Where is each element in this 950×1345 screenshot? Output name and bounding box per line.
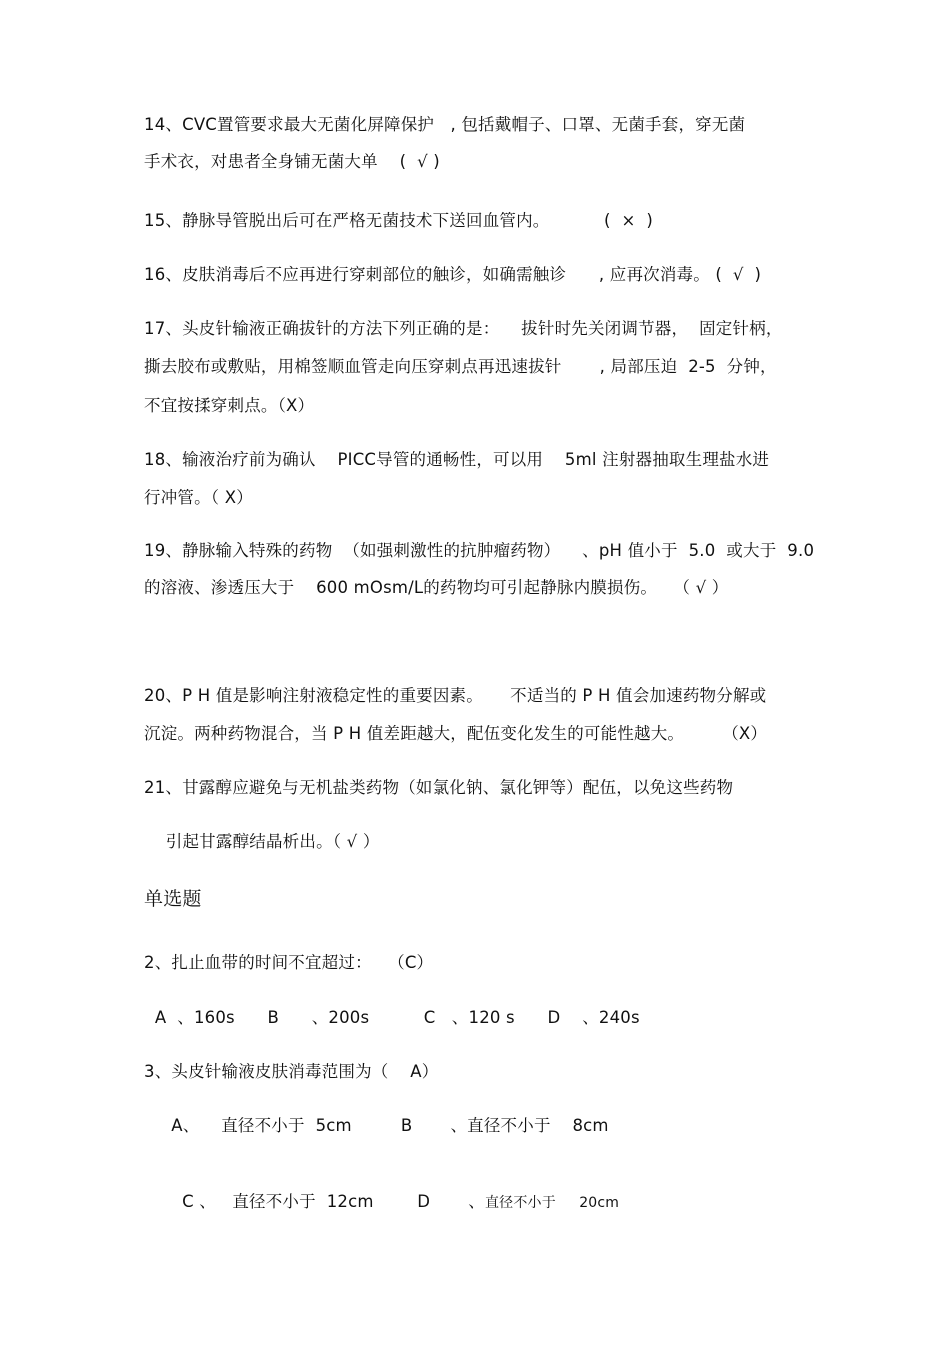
single-choice-2-question: 2、扎止血带的时间不宜超过： （C） xyxy=(144,953,434,972)
question-21-line-1: 21、甘露醇应避免与无机盐类药物（如氯化钠、氯化钾等）配伍，以免这些药物 xyxy=(144,778,734,797)
single-choice-3-options-row-1: A、 直径不小于 5cm B 、直径不小于 8cm xyxy=(144,1116,609,1135)
single-choice-3-option-d-small: 直径不小于 20cm xyxy=(484,1195,620,1211)
question-16-line-1: 16、皮肤消毒后不应再进行穿刺部位的触诊，如确需触诊 , 应再次消毒。 ( √ ) xyxy=(144,265,762,284)
question-14-line-1: 14、CVC置管要求最大无菌化屏障保护 , 包括戴帽子、口罩、无菌手套，穿无菌 xyxy=(144,115,746,134)
question-19-line-2: 的溶液、渗透压大于 600 mOsm/L的药物均可引起静脉内膜损伤。 （ √ ） xyxy=(144,578,729,597)
question-20-line-2: 沉淀。两种药物混合，当 P H 值差距越大，配伍变化发生的可能性越大。 （X） xyxy=(144,724,768,743)
question-14-line-2: 手术衣，对患者全身铺无菌大单 ( √ ) xyxy=(144,152,440,171)
single-choice-2-options: A 、160s B 、200s C 、120 s D 、240s xyxy=(144,1008,640,1027)
section-heading-single-choice: 单选题 xyxy=(144,888,202,910)
question-17-line-1: 17、头皮针输液正确拔针的方法下列正确的是： 拔针时先关闭调节器， 固定针柄， xyxy=(144,319,783,338)
question-21-line-2: 引起甘露醇结晶析出。（ √ ） xyxy=(144,832,380,851)
question-17-line-3: 不宜按揉穿刺点。（X） xyxy=(144,396,315,415)
question-15-line-1: 15、静脉导管脱出后可在严格无菌技术下送回血管内。 ( × ) xyxy=(144,211,654,230)
single-choice-3-options-row-2-text: C 、 直径不小于 12cm D 、 xyxy=(154,1192,485,1211)
question-20-line-1: 20、P H 值是影响注射液稳定性的重要因素。 不适当的 P H 值会加速药物分解或 xyxy=(144,686,767,705)
question-18-line-1: 18、输液治疗前为确认 PICC导管的通畅性，可以用 5ml 注射器抽取生理盐水进 xyxy=(144,450,770,469)
single-choice-3-question: 3、头皮针输液皮肤消毒范围为（ A） xyxy=(144,1062,439,1081)
question-19-line-1: 19、静脉输入特殊的药物 （如强刺激性的抗肿瘤药物） 、pH 值小于 5.0 或大于 9.0 xyxy=(144,541,815,560)
question-17-line-2: 撕去胶布或敷贴，用棉签顺血管走向压穿刺点再迅速拔针 , 局部压迫 2-5 分钟， xyxy=(144,357,777,376)
question-18-line-2: 行冲管。（ X） xyxy=(144,488,253,507)
single-choice-3-options-row-2 xyxy=(144,1169,619,1214)
